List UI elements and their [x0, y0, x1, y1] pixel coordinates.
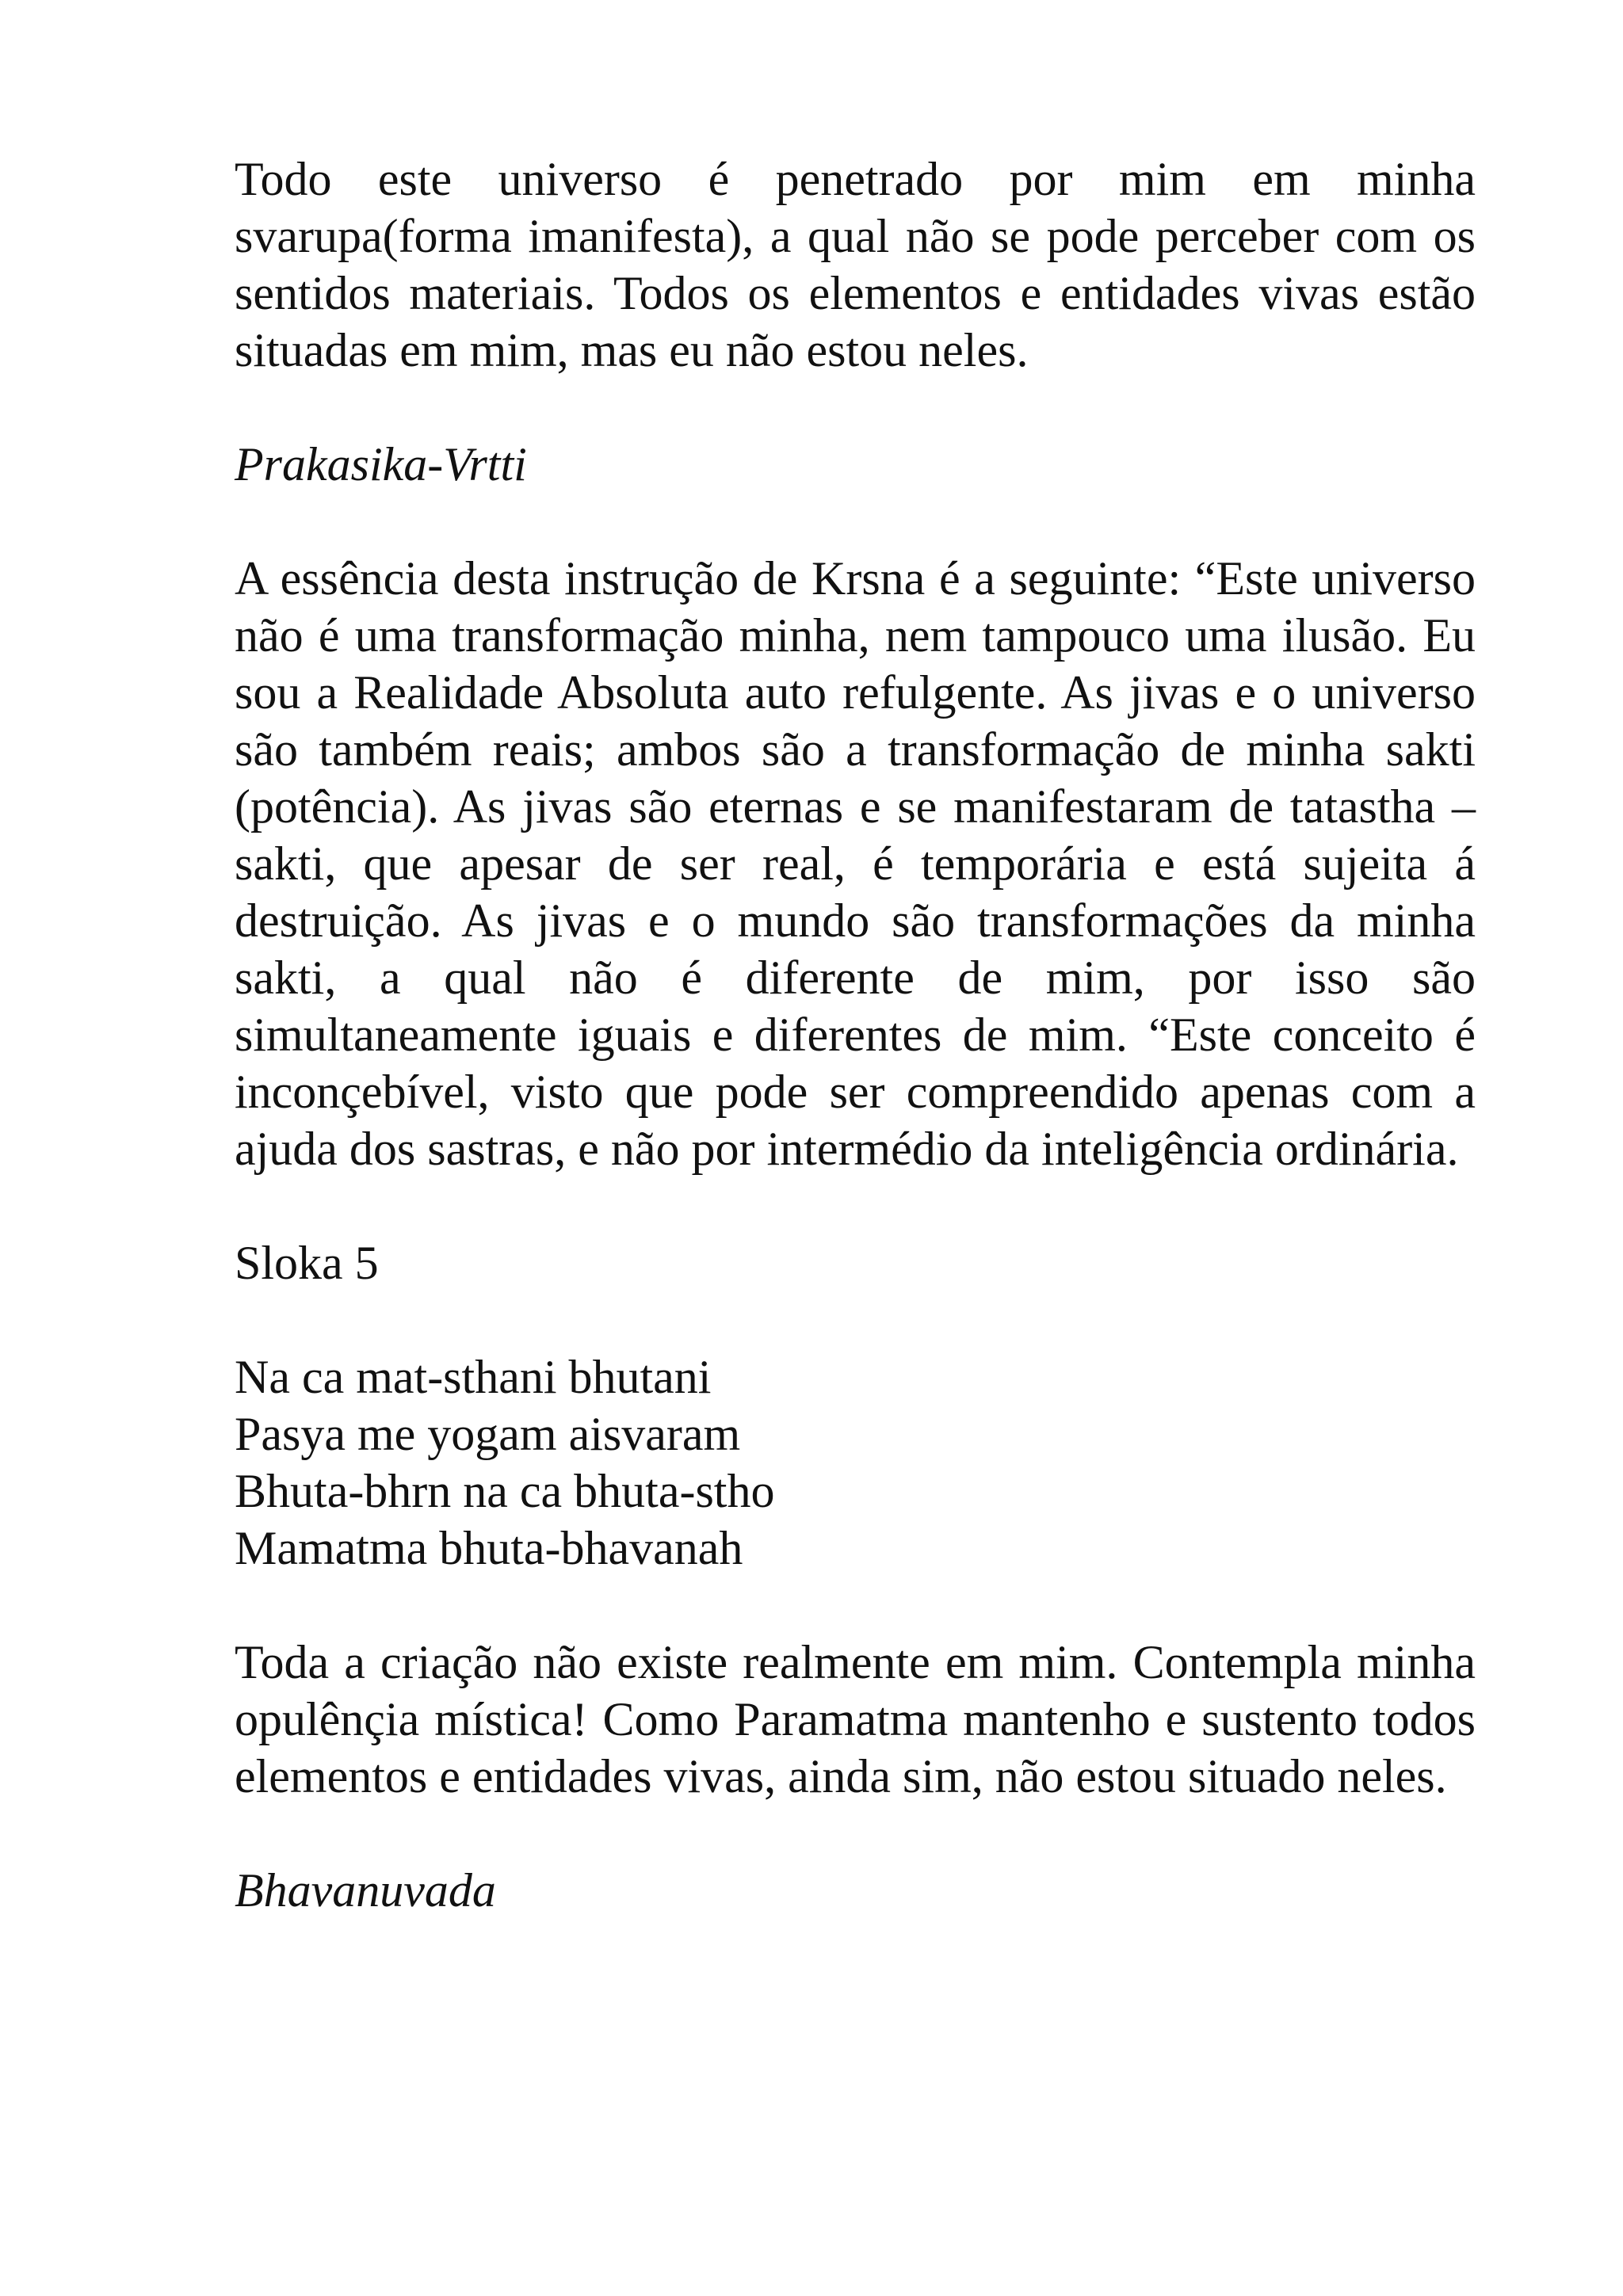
section-heading-bhavanuvada: Bhavanuvada	[235, 1864, 496, 1917]
sanskrit-verse	[235, 1348, 1476, 1577]
verse-line: Pasya me yogam aisvaram	[235, 1408, 741, 1460]
section-heading-prakasika-vrtti: Prakasika-Vrtti	[235, 438, 527, 490]
section-heading-sloka: Sloka 5	[235, 1237, 379, 1289]
paragraph-universe-pervaded: Todo este universo é penetrado por mim em minha svarupa(forma imanifesta), a qual não se pode perceber com os sentidos materiais. Todos os elementos e entidades vivas estão situadas em mim, mas eu não estou neles.	[235, 153, 1476, 376]
paragraph-verse-translation: Toda a criação não existe realmente em mim. Contempla minha opulênçia mística! Como Paramatma mantenho e sustento todos elementos e entidades vivas, ainda sim, não estou situado neles.	[235, 1636, 1476, 1802]
verse-line: Bhuta-bhrn na ca bhuta-stho	[235, 1465, 775, 1517]
document-page	[235, 151, 1476, 1976]
paragraph-essence-instruction: A essência desta instrução de Krsna é a seguinte: “Este universo não é uma transformação minha, nem tampouco uma ilusão. Eu sou a Realidade Absoluta auto refulgente. As jivas e o universo são também reais; ambos são a transformação de minha sakti (potência). As jivas são eternas e se manifestaram de tatastha – sakti, que apesar de ser real, é temporária e está sujeita á destruição. As jivas e o mundo são transformações da minha sakti, a qual não é diferente de mim, por isso são simultaneamente iguais e diferentes de mim. “Este conceito é inconçebível, visto que pode ser compreendido apenas com a ajuda dos sastras, e não por intermédio da inteligência ordinária.	[235, 552, 1476, 1175]
verse-line: Mamatma bhuta-bhavanah	[235, 1522, 743, 1574]
verse-line: Na ca mat-sthani bhutani	[235, 1351, 712, 1403]
